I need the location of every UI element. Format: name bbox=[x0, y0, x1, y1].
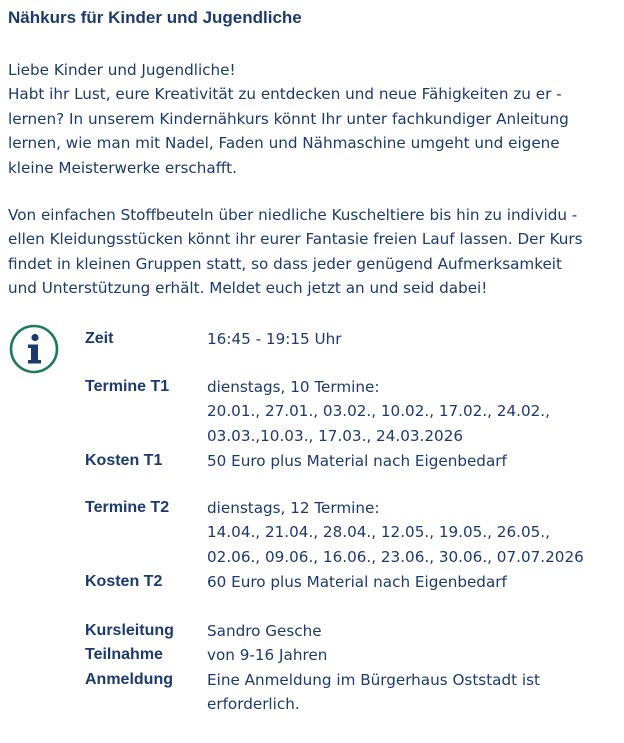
intro-line: kleine Meisterwerke erschafft. bbox=[8, 158, 237, 177]
page-title: Nähkurs für Kinder und Jugendliche bbox=[8, 8, 302, 27]
info-value-line: 20.01., 27.01., 03.02., 10.02., 17.02., 24.02., bbox=[207, 402, 550, 421]
description-line: findet in kleinen Gruppen statt, so dass jeder genügend Aufmerksamkeit bbox=[8, 254, 562, 273]
info-value bbox=[207, 375, 550, 448]
info-value bbox=[207, 327, 342, 351]
info-value-line: dienstags, 10 Termine: bbox=[207, 378, 380, 396]
intro-line: Liebe Kinder und Jugendliche! bbox=[8, 61, 236, 79]
info-label: Kosten T2 bbox=[85, 573, 163, 590]
info-value bbox=[207, 570, 507, 594]
info-value bbox=[207, 668, 540, 717]
info-label: Kursleitung bbox=[85, 622, 174, 639]
info-value-line: 50 Euro plus Material nach Eigenbedarf bbox=[207, 452, 507, 470]
info-label: Anmeldung bbox=[85, 671, 173, 688]
info-value-line: 02.06., 09.06., 16.06., 23.06., 30.06., 07.07.2026 bbox=[207, 547, 584, 566]
info-value bbox=[207, 643, 327, 667]
info-value-line: Sandro Gesche bbox=[207, 622, 322, 640]
intro-line: lernen? In unserem Kindernähkurs könnt Ihr unter fachkundiger Anleitung bbox=[8, 109, 569, 128]
info-label: Teilnahme bbox=[85, 646, 163, 663]
info-value-line: Eine Anmeldung im Bürgerhaus Oststadt ist bbox=[207, 671, 540, 689]
info-value bbox=[207, 449, 507, 473]
description-line: ellen Kleidungsstücken könnt ihr eurer Fantasie freien Lauf lassen. Der Kurs bbox=[8, 230, 583, 249]
description-line: und Unterstützung erhält. Meldet euch jetzt an und seid dabei! bbox=[8, 279, 488, 298]
info-value bbox=[207, 619, 322, 643]
info-value-line: 03.03.,10.03., 17.03., 24.03.2026 bbox=[207, 426, 464, 445]
info-value-line: erforderlich. bbox=[207, 695, 300, 714]
info-label: Zeit bbox=[85, 330, 114, 347]
info-icon bbox=[9, 324, 59, 374]
intro-line: lernen, wie man mit Nadel, Faden und Nähmaschine umgeht und eigene bbox=[8, 134, 560, 153]
description-line: Von einfachen Stoffbeuteln über niedliche Kuscheltiere bis hin zu individu - bbox=[8, 206, 578, 224]
info-value-line: 16:45 - 19:15 Uhr bbox=[207, 330, 342, 348]
info-value-line: 60 Euro plus Material nach Eigenbedarf bbox=[207, 573, 507, 591]
info-value-line: dienstags, 12 Termine: bbox=[207, 499, 380, 517]
info-value bbox=[207, 496, 584, 569]
info-label: Kosten T1 bbox=[85, 452, 163, 469]
intro-line: Habt ihr Lust, eure Kreativität zu entdecken und neue Fähigkeiten zu er - bbox=[8, 85, 562, 104]
info-value-line: 14.04., 21.04., 28.04., 12.05., 19.05., 26.05., bbox=[207, 523, 550, 542]
info-label: Termine T1 bbox=[85, 378, 170, 395]
description-paragraph bbox=[8, 203, 583, 301]
info-value-line: von 9-16 Jahren bbox=[207, 646, 328, 664]
intro-paragraph bbox=[8, 58, 569, 180]
info-label: Termine T2 bbox=[85, 499, 170, 516]
